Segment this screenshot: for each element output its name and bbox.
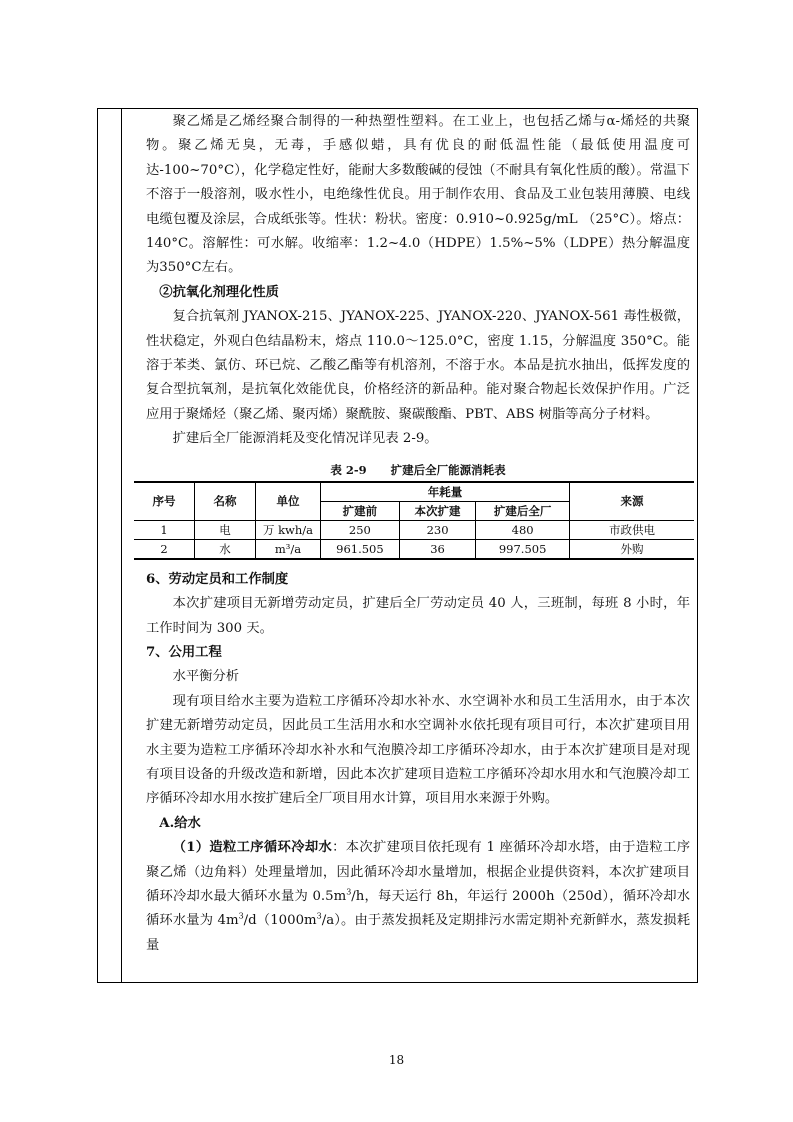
table-row: 1 电 万 kwh/a 250 230 480 市政供电 bbox=[134, 520, 694, 539]
frame-divider bbox=[121, 108, 122, 983]
header-annual: 年耗量 bbox=[321, 482, 570, 502]
heading-labor: 6、劳动定员和工作制度 bbox=[146, 571, 289, 587]
header-this: 本次扩建 bbox=[399, 501, 475, 520]
energy-consumption-table bbox=[134, 481, 694, 560]
document-body bbox=[146, 110, 690, 958]
header-seq: 序号 bbox=[134, 482, 195, 521]
heading-water-supply: A.给水 bbox=[159, 815, 201, 831]
subheading-water-balance: 水平衡分析 bbox=[172, 669, 240, 685]
paragraph-labor: 本次扩建项目无新增劳动定员，扩建后全厂劳动定员 40 人，三班制，每班 8 小时，年工作时间为 300 天。 bbox=[146, 596, 690, 636]
cooling-water-label: （1）造粒工序循环冷却水 bbox=[172, 840, 333, 856]
header-before: 扩建前 bbox=[321, 501, 400, 520]
table-caption bbox=[146, 462, 690, 478]
header-source: 来源 bbox=[570, 482, 695, 521]
header-unit: 单位 bbox=[256, 482, 321, 521]
table-row: 2 水 m³/a 961.505 36 997.505 外购 bbox=[134, 539, 694, 559]
paragraph-antioxidant: 复合抗氧剂 JYANOX-215、JYANOX-225、JYANOX-220、JYANOX-561 毒性极微，性状稳定，外观白色结晶粉末，熔点 110.0～125.0°C，密度 1.15，分解温度 350°C。能溶于苯类、氯仿、环已烷、乙酸乙酯等有机溶剂，不溶于水。本品是抗水抽出，低挥发度的复合型抗氧剂，是抗氧化效能优良，价格经济的新品种。能对聚合物起长效保护作用。广泛应用于聚烯烃（聚乙烯、聚丙烯）聚酰胺、聚碳酸酯、PBT、ABS 树脂等高分子材料。 bbox=[146, 309, 690, 422]
table-caption-title: 扩建后全厂能源消耗表 bbox=[390, 462, 506, 477]
page-number: 18 bbox=[388, 1053, 405, 1067]
heading-antioxidant: ②抗氧化剂理化性质 bbox=[159, 284, 279, 300]
table-caption-number: 表 2-9 bbox=[330, 462, 367, 477]
paragraph-polyethylene: 聚乙烯是乙烯经聚合制得的一种热塑性塑料。在工业上，也包括乙烯与α-烯烃的共聚物。聚乙烯无臭，无毒，手感似蜡，具有优良的耐低温性能（最低使用温度可达-100~70°C），化学稳定性好，能耐大多数酸碱的侵蚀（不耐具有氧化性质的酸）。常温下不溶于一般溶剂，吸水性小，电绝缘性优良。用于制作农用、食品及工业包装用薄膜、电线电缆包覆及涂层，合成纸张等。性状：粉状。密度：0.910~0.925g/mL （25°C）。熔点：140°C。溶解性：可水解。收缩率：1.2~4.0（HDPE）1.5%~5%（LDPE）热分解温度为350°C左右。 bbox=[146, 114, 690, 276]
paragraph-water: 现有项目给水主要为造粒工序循环冷却水补水、水空调补水和员工生活用水，由于本次扩建无新增劳动定员，因此员工生活用水和水空调补水依托现有项目可行，本次扩建项目用水主要为造粒工序循环冷却水补水和气泡膜冷却工序循环冷却水，由于本次扩建项目是对现有项目设备的升级改造和新增，因此本次扩建项目造粒工序循环冷却水用水和气泡膜冷却工序循环冷却水用水按扩建后全厂项目用水计算，项目用水来源于外购。 bbox=[146, 693, 690, 807]
header-after: 扩建后全厂 bbox=[476, 501, 570, 520]
paragraph-table-intro: 扩建后全厂能源消耗及变化情况详见表 2-9。 bbox=[172, 431, 438, 447]
paragraph-cooling-water: （1）造粒工序循环冷却水：本次扩建项目依托现有 1 座循环冷却水塔，由于造粒工序聚乙烯（边角料）处理量增加，因此循环冷却水量增加，根据企业提供资料，本次扩建项目循环冷却水最大循环水量为 $0.5m^3/h$，每天运行 8h，年运行 2000h（250d），循环冷却水循环水量为 $4m^3/d(1000m^3/a)$。由于蒸发损耗及定期排污水需定期补充新鲜水，蒸发损耗量 bbox=[146, 840, 690, 953]
header-name: 名称 bbox=[195, 482, 256, 521]
heading-public-works: 7、公用工程 bbox=[146, 644, 222, 660]
